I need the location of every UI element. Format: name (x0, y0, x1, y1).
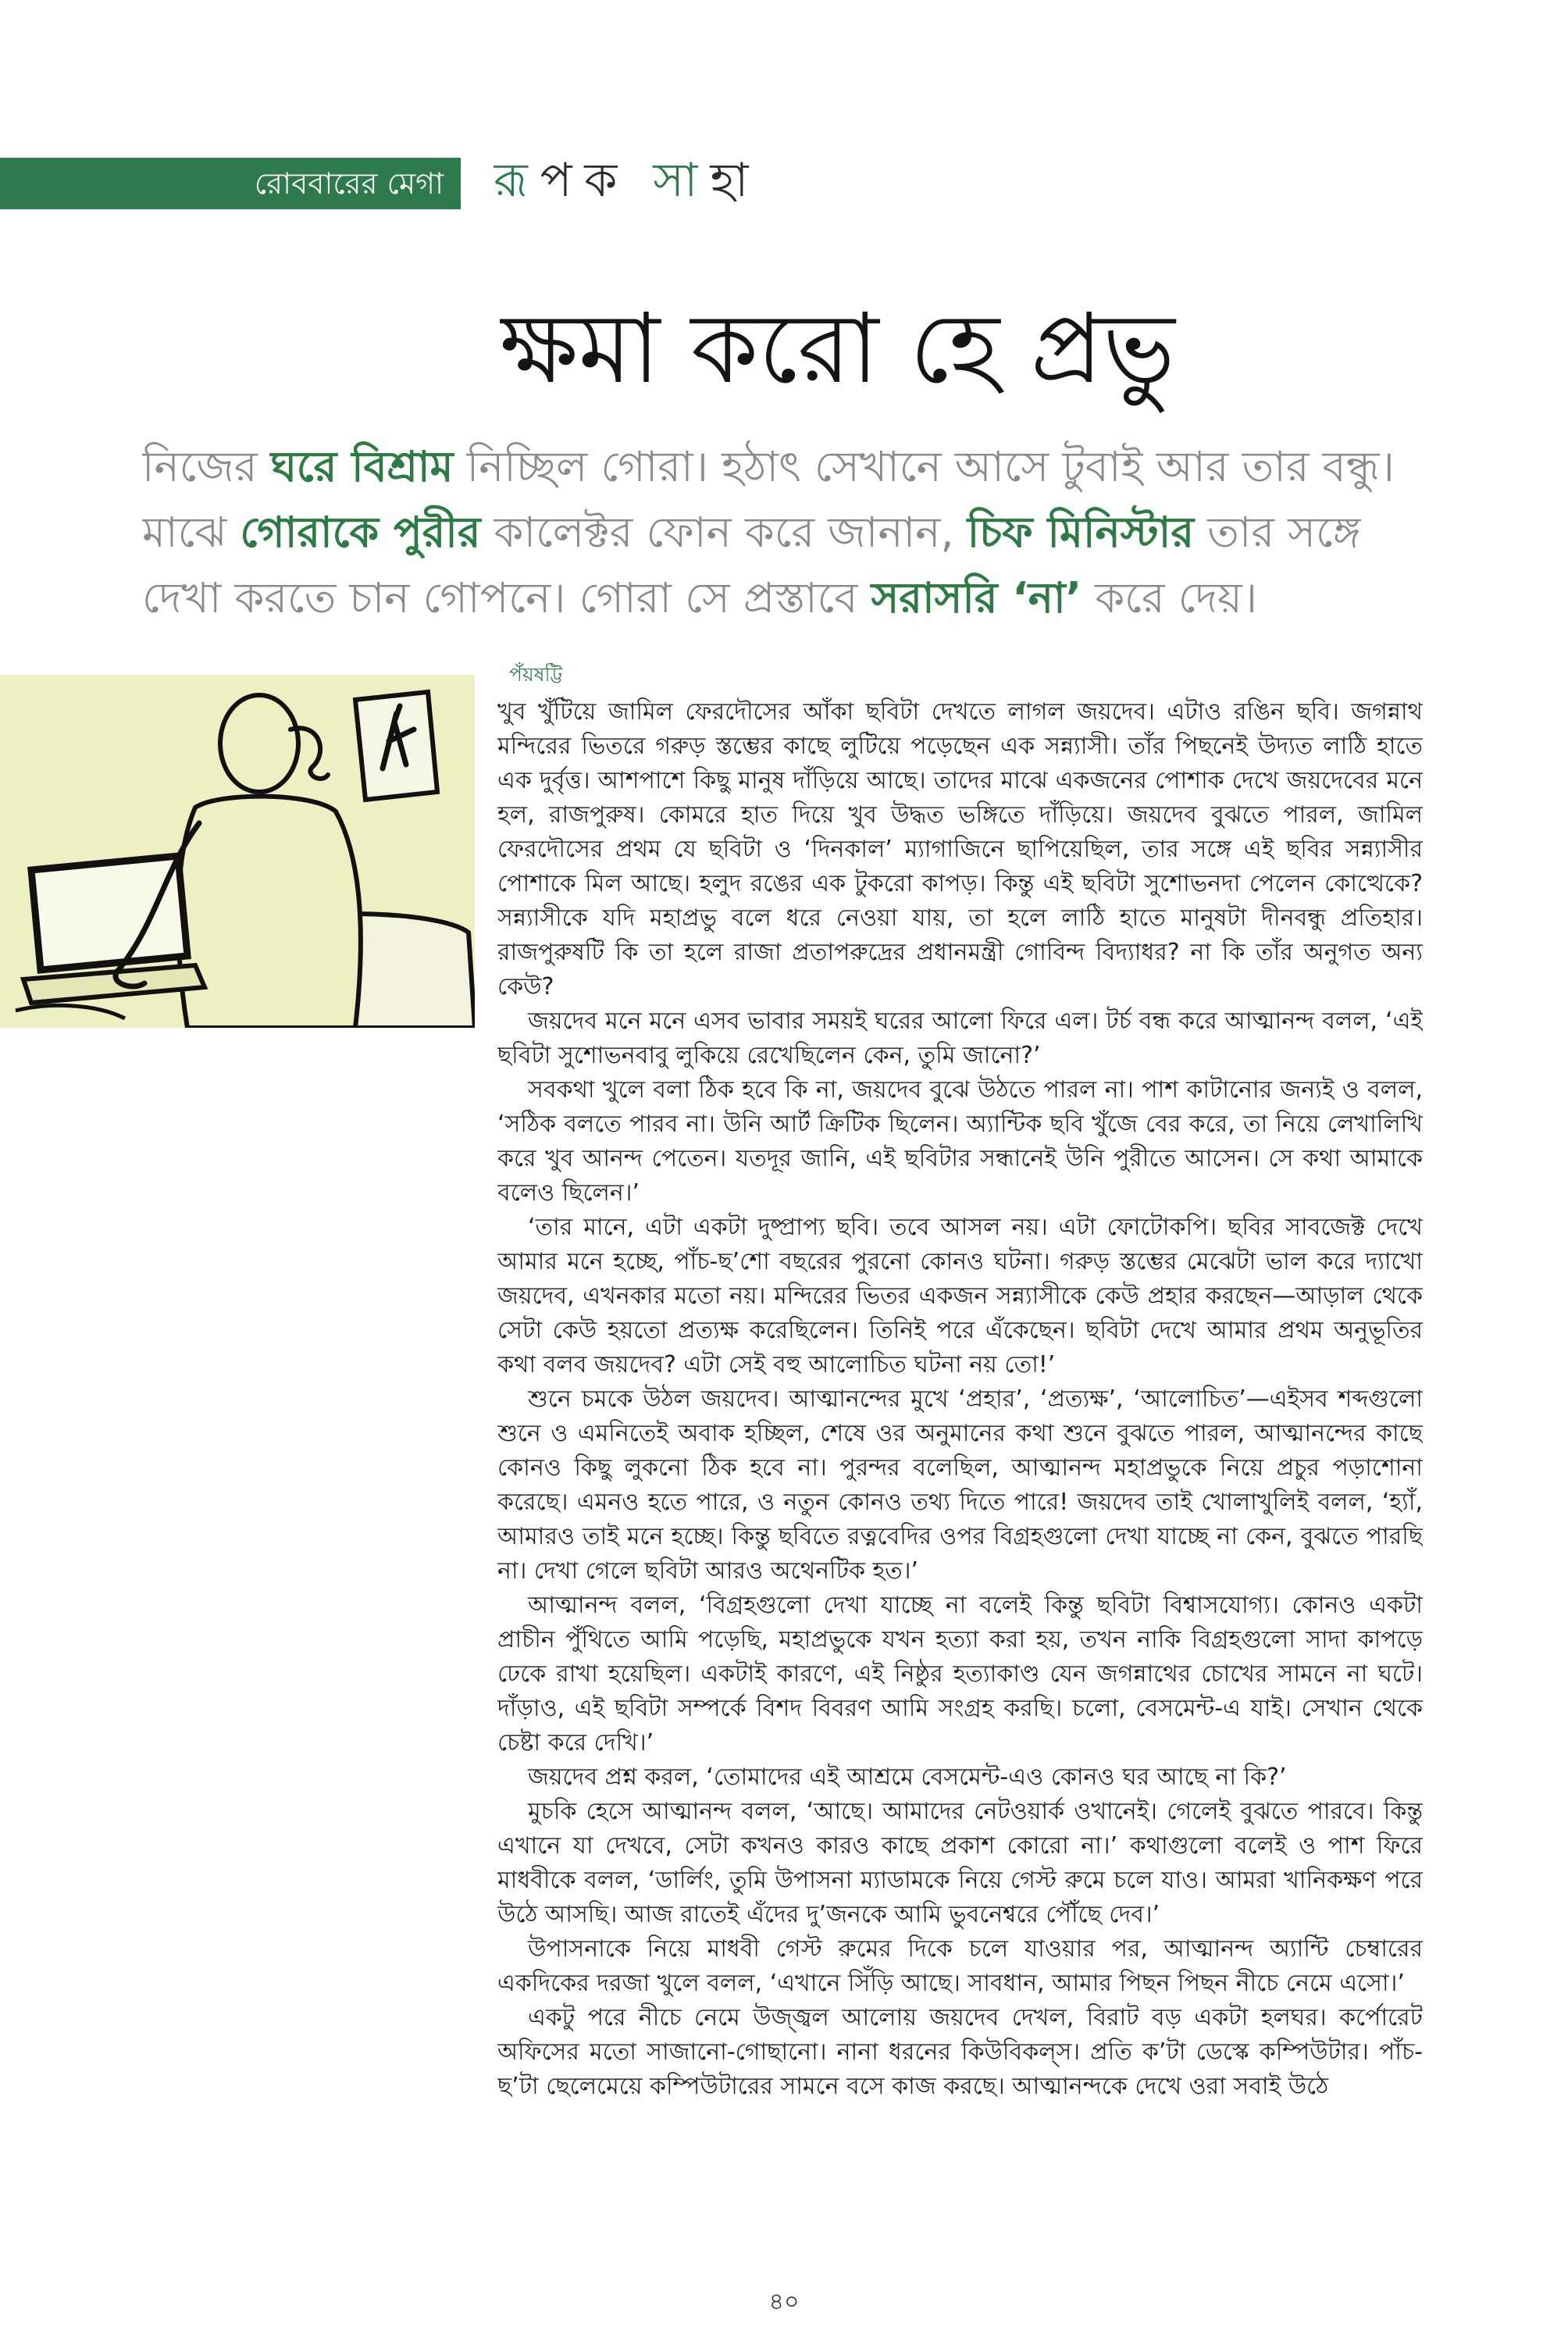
intro-line (142, 565, 1470, 631)
page-number: ৪০ (768, 2288, 800, 2316)
man-body (178, 797, 361, 1028)
intro-highlight: সরাসরি ‘না’ (871, 573, 1082, 622)
intro-segment: কালেক্টর ফোন করে জানান, (480, 508, 968, 557)
intro-segment: মাঝে (142, 508, 241, 557)
body-paragraph: জয়দেব মনে মনে এসব ভাবার সময়ই ঘরের আলো ফিরে এল। টর্চ বন্ধ করে আত্মানন্দ বলল, ‘এই ছবিটা সুশোভনবাবু লুকিয়ে রেখেছিলেন কেন, তুমি জানো?’ (497, 1007, 1423, 1069)
story-title: ক্ষমা করো হে প্রভু (500, 293, 1175, 405)
intro-highlight: গোরাকে পুরীর (240, 508, 481, 557)
story-body (497, 695, 1423, 2273)
body-paragraph: জয়দেব প্রশ্ন করল, ‘তোমাদের এই আশ্রমে বেসমেন্ট-এও কোনও ঘর আছে না কি?’ (528, 1763, 1287, 1791)
illustration (0, 675, 475, 1028)
body-paragraph: শুনে চমকে উঠল জয়দেব। আত্মানন্দের মুখে ‘প্রহার’, ‘প্রত্যক্ষ’, ‘আলোচিত’—এইসব শব্দগুলো শুনে ও এমনিতেই অবাক হচ্ছিল, শেষে ওর অনুমানের কথা শুনে বুঝতে পারল, আত্মানন্দের কাছে কোনও কিছু লুকনো ঠিক হবে না। পুরন্দর বলেছিল, আত্মানন্দ মহাপ্রভুকে নিয়ে প্রচুর পড়াশোনা করেছে। এমনও হতে পারে, ও নতুন কোনও তথ্য দিতে পারে! জয়দেব তাই খোলাখুলিই বলল, ‘হ্যাঁ, আমারও তাই মনে হচ্ছে। কিন্তু ছবিতে রত্নবেদির ওপর বিগ্রহগুলো দেখা যাচ্ছে না কেন, বুঝতে পারছি না। দেখা গেলে ছবিটা আরও অথেনটিক হত।’ (497, 1385, 1423, 1585)
section-label: রোববারের মেগা (254, 166, 444, 201)
intro-line (142, 500, 1470, 565)
intro-segment: নিজের (142, 442, 271, 491)
intro-line (142, 434, 1470, 500)
intro-highlight: চিফ মিনিস্টার (967, 508, 1195, 557)
body-paragraph: খুব খুঁটিয়ে জামিল ফেরদৌসের আঁকা ছবিটা দেখতে লাগল জয়দেব। এটাও রঙিন ছবি। জগন্নাথ মন্দিরের ভিতরে গরুড় স্তম্ভের কাছে লুটিয়ে পড়েছেন এক সন্ন্যাসী। তাঁর পিছনেই উদ্যত লাঠি হাতে এক দুর্বৃত্ত। আশপাশে কিছু মানুষ দাঁড়িয়ে আছে। তাদের মাঝে একজনের পোশাক দেখে জয়দেবের মনে হল, রাজপুরুষ। কোমরে হাত দিয়ে খুব উদ্ধত ভঙ্গিতে দাঁড়িয়ে। জয়দেব বুঝতে পারল, জামিল ফেরদৌসের প্রথম যে ছবিটা ও ‘দিনকাল’ ম্যাগাজিনে ছাপিয়েছিল, তার সঙ্গে এই ছবির সন্ন্যাসীর পোশাকে মিল আছে। হলুদ রঙের এক টুকরো কাপড়। কিন্তু এই ছবিটা সুশোভনদা পেলেন কোত্থেকে? সন্ন্যাসীকে যদি মহাপ্রভু বলে ধরে নেওয়া যায়, তা হলে লাঠি হাতে মানুষটা দীনবন্ধু প্রতিহার। রাজপুরুষটি কি তা হলে রাজা প্রতাপরুদ্রের প্রধানমন্ত্রী গোবিন্দ বিদ্যাধর? না কি তাঁর অনুগত অন্য কেউ? (497, 698, 1423, 1000)
intro-highlight: ঘরে বিশ্রাম (270, 442, 454, 491)
author-name (494, 145, 1040, 216)
body-paragraph: আত্মানন্দ বলল, ‘বিগ্রহগুলো দেখা যাচ্ছে না বলেই কিন্তু ছবিটা বিশ্বাসযোগ্য। কোনও একটা প্রাচীন পুঁথিতে আমি পড়েছি, মহাপ্রভুকে যখন হত্যা করা হয়, তখন নাকি বিগ্রহগুলো সাদা কাপড়ে ঢেকে রাখা হয়েছিল। একটাই কারণে, এই নিষ্ঠুর হত্যাকাণ্ড যেন জগন্নাথের চোখের সামনে না ঘটে। দাঁড়াও, এই ছবিটা সম্পর্কে বিশদ বিবরণ আমি সংগ্রহ করছি। চলো, বেসমেন্ট-এ যাই। সেখান থেকে চেষ্টা করে দেখি।’ (497, 1592, 1423, 1756)
intro-segment: তার সঙ্গে (1194, 508, 1361, 557)
episode-label: পঁয়ষট্টি (509, 663, 563, 686)
intro-segment: করে দেয়। (1082, 573, 1258, 622)
author-last-initial: সা (653, 153, 711, 208)
man-at-laptop-sketch-icon (0, 675, 475, 1028)
body-paragraph: একটু পরে নীচে নেমে উজ্জ্বল আলোয় জয়দেব দেখল, বিরাট বড় একটা হলঘর। কর্পোরেট অফিসের মতো সাজানো-গোছানো। নানা ধরনের কিউবিকল্স। প্রতি ক’টা ডেস্কে কম্পিউটার। পাঁচ-ছ’টা ছেলেমেয়ে কম্পিউটারের সামনে বসে কাজ করছে। আত্মানন্দকে দেখে ওরা সবাই উঠে (497, 2004, 1423, 2100)
body-paragraph: মুচকি হেসে আত্মানন্দ বলল, ‘আছে। আমাদের নেটওয়ার্ক ওখানেই। গেলেই বুঝতে পারবে। কিন্তু এখানে যা দেখবে, সেটা কখনও কারও কাছে প্রকাশ কোরো না।’ কথাগুলো বলেই ও পাশ ফিরে মাধবীকে বলল, ‘ডার্লিং, তুমি উপাসনা ম্যাডামকে নিয়ে গেস্ট রুমে চলে যাও। আমরা খানিকক্ষণ পরে উঠে আসছি। আজ রাতেই এঁদের দু’জনকে আমি ভুবনেশ্বরে পৌঁছে দেব।’ (497, 1798, 1423, 1928)
body-paragraph: ‘তার মানে, এটা একটা দুষ্প্রাপ্য ছবি। তবে আসল নয়। এটা ফোটোকপি। ছবির সাবজেক্ট দেখে আমার মনে হচ্ছে, পাঁচ-ছ’শো বছরের পুরনো কোনও ঘটনা। গরুড় স্তম্ভের মেঝেটা ভাল করে দ্যাখো জয়দেব, এখনকার মতো নয়। মন্দিরের ভিতর একজন সন্ন্যাসীকে কেউ প্রহার করছেন—আড়াল থেকে সেটা কেউ হয়তো প্রত্যক্ষ করেছিলেন। তিনিই পরে এঁকেছেন। ছবিটা দেখে আমার প্রথম অনুভূতির কথা বলব জয়দেব? এটা সেই বহু আলোচিত ঘটনা নয় তো!’ (497, 1214, 1423, 1378)
author-first-initial: রূ (494, 153, 540, 208)
section-band (0, 158, 461, 209)
author-last-rest: হা (710, 153, 761, 208)
laptop-screen (31, 856, 187, 970)
intro-segment: দেখা করতে চান গোপনে। গোরা সে প্রস্তাবে (142, 573, 871, 622)
man-head (220, 695, 298, 792)
intro-summary (142, 434, 1470, 661)
author-first-rest: পক (540, 153, 630, 208)
wall-frame-icon (355, 692, 437, 800)
intro-segment: নিচ্ছিল গোরা। হঠাৎ সেখানে আসে টুবাই আর তার বন্ধু। (453, 442, 1395, 491)
body-paragraph: উপাসনাকে নিয়ে মাধবী গেস্ট রুমের দিকে চলে যাওয়ার পর, আত্মানন্দ অ্যান্টি চেম্বারের একদিকের দরজা খুলে বলল, ‘এখানে সিঁড়ি আছে। সাবধান, আমার পিছন পিছন নীচে নেমে এসো।’ (497, 1935, 1423, 1997)
body-paragraph: সবকথা খুলে বলা ঠিক হবে কি না, জয়দেব বুঝে উঠতে পারল না। পাশ কাটানোর জন্যই ও বলল, ‘সঠিক বলতে পারব না। উনি আর্ট ক্রিটিক ছিলেন। অ্যান্টিক ছবি খুঁজে বের করে, তা নিয়ে লেখালিখি করে খুব আনন্দ পেতেন। যতদূর জানি, এই ছবিটার সন্ধানেই উনি পুরীতে আসেন। সে কথা আমাকে বলেও ছিলেন।’ (497, 1076, 1423, 1207)
